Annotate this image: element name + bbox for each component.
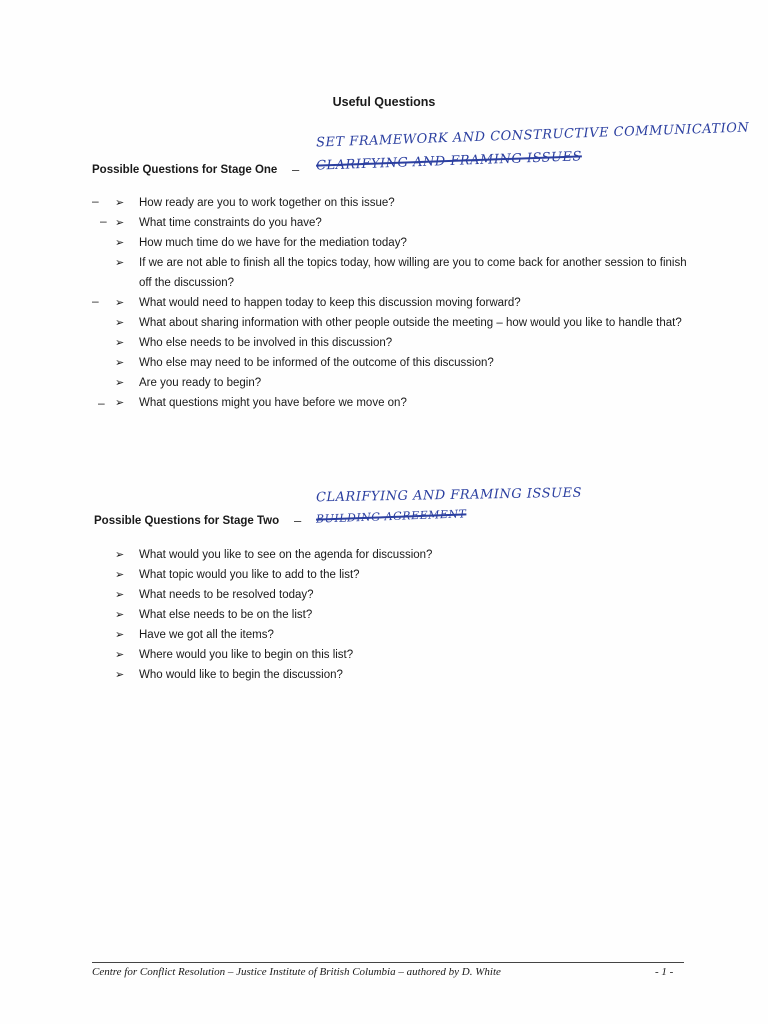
stage-two-question-list: [113, 545, 693, 685]
arrow-bullet-icon: ➢: [115, 357, 125, 369]
arrow-bullet-icon: ➢: [115, 397, 125, 409]
arrow-bullet-icon: ➢: [115, 297, 125, 309]
handwritten-note-stage-two-line2: BUILDING AGREEMENT: [315, 507, 467, 526]
arrow-bullet-icon: ➢: [115, 377, 125, 389]
list-item: ➢ What else needs to be on the list?: [113, 605, 693, 625]
page-number: - 1 -: [655, 966, 674, 978]
handwritten-note-stage-one-line1: SET FRAMEWORK AND CONSTRUCTIVE COMMUNICATION: [315, 120, 750, 151]
arrow-bullet-icon: ➢: [115, 197, 125, 209]
list-item: ➢ If we are not able to finish all the topics today, how willing are you to come back for another session to finish off the discussion?: [113, 253, 693, 293]
list-item: ➢ Who else needs to be involved in this discussion?: [113, 333, 693, 353]
stage-one-heading: Possible Questions for Stage One: [92, 164, 278, 176]
arrow-bullet-icon: ➢: [115, 257, 125, 269]
list-item: ➢ Who would like to begin the discussion?: [113, 665, 693, 685]
arrow-bullet-icon: ➢: [115, 337, 125, 349]
arrow-bullet-icon: ➢: [115, 629, 125, 641]
arrow-bullet-icon: ➢: [115, 549, 125, 561]
arrow-bullet-icon: ➢: [115, 589, 125, 601]
margin-tick-mark: –: [100, 214, 107, 228]
list-item: ➢ How much time do we have for the mediation today?: [113, 233, 693, 253]
stage-two-heading: Possible Questions for Stage Two: [94, 515, 280, 527]
arrow-bullet-icon: ➢: [115, 217, 125, 229]
stage-one-dash: –: [292, 162, 300, 177]
margin-tick-mark: –: [92, 294, 99, 308]
page-title: Useful Questions: [332, 95, 436, 109]
list-item: ➢ Have we got all the items?: [113, 625, 693, 645]
footer-divider: [92, 962, 684, 963]
arrow-bullet-icon: ➢: [115, 609, 125, 621]
footer-text: Centre for Conflict Resolution – Justice Institute of British Columbia – authored by D. White: [92, 966, 501, 978]
margin-tick-mark: –: [98, 396, 105, 410]
list-item: ➢ How ready are you to work together on this issue?: [113, 193, 693, 213]
list-item: ➢ What topic would you like to add to the list?: [113, 565, 693, 585]
list-item: ➢ What questions might you have before we move on?: [113, 393, 693, 413]
list-item: ➢ Who else may need to be informed of the outcome of this discussion?: [113, 353, 693, 373]
stage-one-question-list: [113, 193, 693, 413]
list-item: ➢ What about sharing information with other people outside the meeting – how would you like to handle that?: [113, 313, 693, 333]
list-item: ➢ Are you ready to begin?: [113, 373, 693, 393]
list-item: ➢ What needs to be resolved today?: [113, 585, 693, 605]
arrow-bullet-icon: ➢: [115, 317, 125, 329]
arrow-bullet-icon: ➢: [115, 569, 125, 581]
stage-two-dash: –: [294, 513, 302, 528]
list-item: ➢ What would you like to see on the agenda for discussion?: [113, 545, 693, 565]
arrow-bullet-icon: ➢: [115, 669, 125, 681]
handwritten-note-stage-one-line2: CLARIFYING AND FRAMING ISSUES: [315, 149, 583, 174]
handwritten-note-stage-two-line1: CLARIFYING AND FRAMING ISSUES: [315, 485, 583, 506]
margin-tick-mark: –: [92, 194, 99, 208]
list-item: ➢ Where would you like to begin on this list?: [113, 645, 693, 665]
arrow-bullet-icon: ➢: [115, 649, 125, 661]
list-item: ➢ What time constraints do you have?: [113, 213, 693, 233]
arrow-bullet-icon: ➢: [115, 237, 125, 249]
list-item: ➢ What would need to happen today to keep this discussion moving forward?: [113, 293, 693, 313]
